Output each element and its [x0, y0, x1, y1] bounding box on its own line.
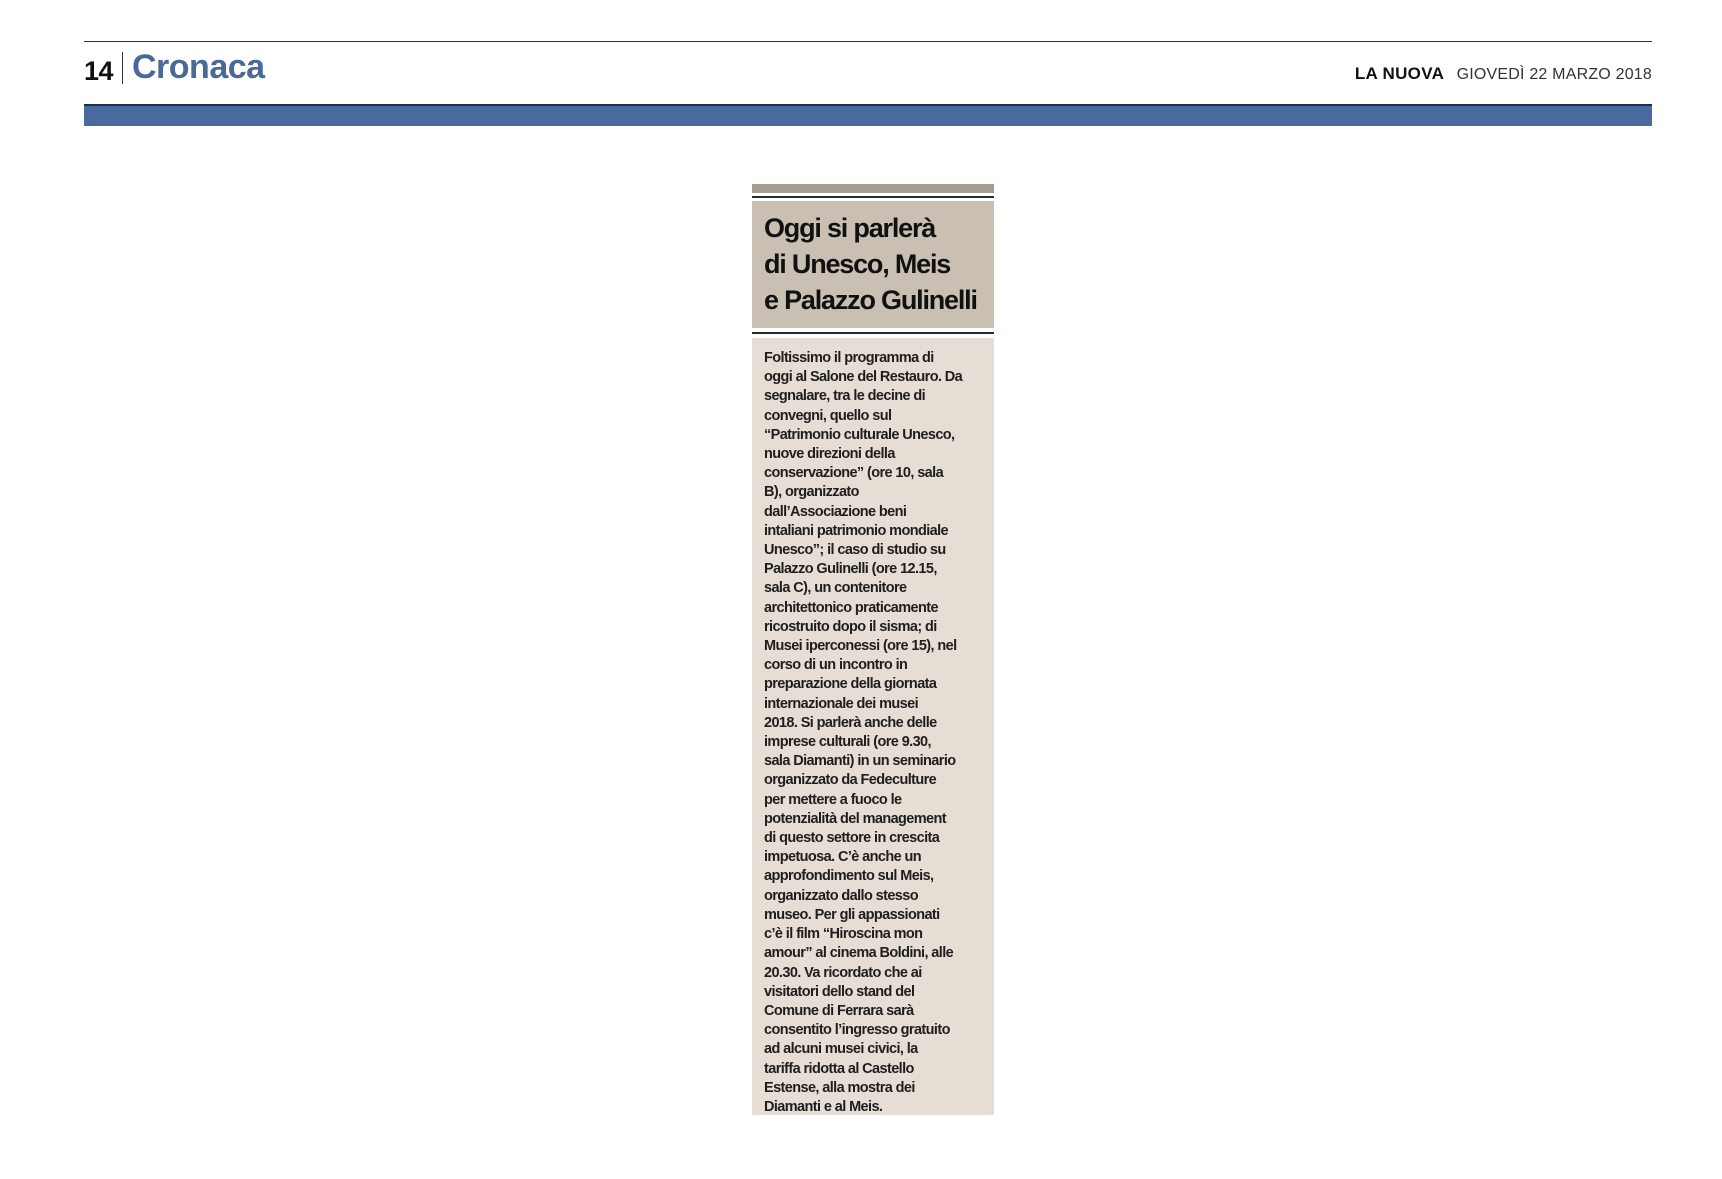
- body-text-line: museo. Per gli appassionati: [764, 906, 940, 923]
- body-text-line: potenzialità del management: [764, 810, 947, 827]
- body-text-line: ricostruito dopo il sisma; di: [764, 618, 937, 635]
- body-text-line: internazionale dei musei: [764, 695, 919, 712]
- body-text-line: impetuosa. C’è anche un: [764, 849, 922, 866]
- body-text-line: “Patrimonio culturale Unesco,: [764, 426, 955, 443]
- body-text-line: Palazzo Gulinelli (ore 12.15,: [764, 561, 937, 578]
- body-text-line: preparazione della giornata: [764, 676, 937, 693]
- body-text-line: 20.30. Va ricordato che ai: [764, 964, 922, 981]
- headline-line: di Unesco, Meis: [764, 249, 951, 279]
- article-body: [764, 349, 984, 1117]
- body-text-line: B), organizzato: [764, 484, 859, 501]
- body-text-line: corso di un incontro in: [764, 657, 908, 674]
- body-text-line: organizzato dallo stesso: [764, 887, 918, 904]
- masthead: [1355, 64, 1652, 84]
- page-header: [84, 48, 1652, 100]
- body-text-line: imprese culturali (ore 9.30,: [764, 734, 931, 751]
- body-text-line: Unesco”; il caso di studio su: [764, 542, 946, 559]
- newspaper-name: LA NUOVA: [1354, 64, 1445, 83]
- section-color-band: [84, 104, 1652, 126]
- body-text-line: Comune di Ferrara sarà: [764, 1002, 914, 1019]
- headline-line: Oggi si parlerà: [764, 213, 936, 243]
- body-text-line: visitatori dello stand del: [764, 983, 915, 1000]
- body-text-line: tariffa ridotta al Castello: [764, 1060, 914, 1077]
- body-text-line: amour” al cinema Boldini, alle: [764, 945, 954, 962]
- article-box: [752, 184, 994, 1115]
- body-text-line: nuove direzioni della: [764, 446, 895, 463]
- body-text-line: oggi al Salone del Restauro. Da: [764, 369, 963, 386]
- section-title: Cronaca: [132, 48, 265, 86]
- body-text-line: Foltissimo il programma di: [764, 350, 934, 366]
- article-top-bar: [752, 184, 994, 193]
- header-divider: [122, 52, 123, 84]
- body-text-line: ad alcuni musei civici, la: [764, 1041, 918, 1058]
- body-text-line: organizzato da Fedeculture: [764, 772, 937, 789]
- body-text-line: dall’Associazione beni: [764, 503, 907, 520]
- body-text-line: 2018. Si parlerà anche delle: [764, 714, 937, 731]
- headline-line: e Palazzo Gulinelli: [764, 285, 977, 315]
- article-body-box: [752, 338, 994, 1115]
- body-text-line: Diamanti e al Meis.: [764, 1098, 883, 1115]
- body-text-line: consentito l’ingresso gratuito: [764, 1022, 950, 1039]
- body-text-line: architettonico praticamente: [764, 599, 938, 616]
- body-text-line: approfondimento sul Meis,: [764, 868, 934, 885]
- page-number: 14: [84, 56, 114, 86]
- article-rule: [752, 196, 994, 198]
- body-text-line: intaliani patrimonio mondiale: [764, 522, 949, 539]
- top-rule: [84, 41, 1652, 42]
- article-headline: [764, 210, 982, 318]
- body-text-line: Musei iperconessi (ore 15), nel: [764, 638, 957, 655]
- body-text-line: c’è il film “Hiroscina mon: [764, 926, 923, 943]
- body-text-line: sala Diamanti) in un seminario: [764, 753, 956, 770]
- body-text-line: per mettere a fuoco le: [764, 791, 902, 808]
- headline-box: [752, 201, 994, 328]
- body-text-line: conservazione” (ore 10, sala: [764, 465, 944, 482]
- body-text-line: sala C), un contenitore: [764, 580, 907, 597]
- issue-date: GIOVEDÌ 22 MARZO 2018: [1456, 66, 1652, 83]
- body-text-line: segnalare, tra le decine di: [764, 388, 926, 405]
- article-rule: [752, 332, 994, 334]
- body-text-line: convegni, quello sul: [764, 407, 892, 424]
- body-text-line: Estense, alla mostra dei: [764, 1079, 915, 1096]
- body-text-line: di questo settore in crescita: [764, 830, 940, 847]
